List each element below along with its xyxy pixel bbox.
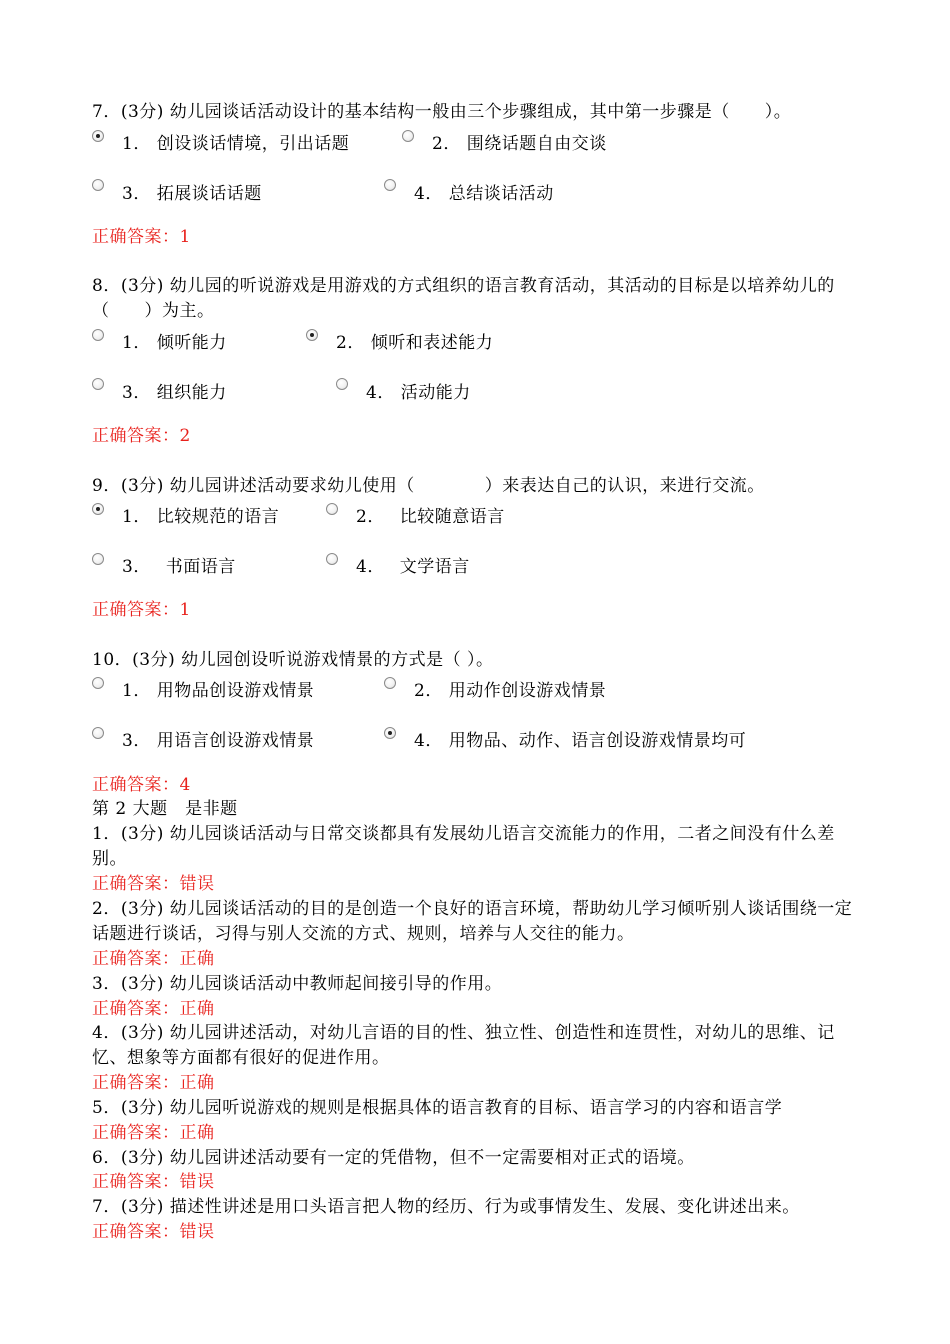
judgment-question-2: 2．(3分) 幼儿园谈话活动的目的是创造一个良好的语言环境，帮助幼儿学习倾听别人谈话围绕一定话题进行谈话，习得与别人交流的方式、规则，培养与人交往的能力。: [92, 899, 853, 944]
radio-q10-option-1[interactable]: [92, 677, 104, 689]
judgment-question-3: 3．(3分) 幼儿园谈话活动中教师起间接引导的作用。: [92, 974, 503, 994]
question-7-text: 7．(3分) 幼儿园谈话活动设计的基本结构一般由三个步骤组成，其中第一步骤是（ ）。: [92, 102, 792, 122]
option-label: 1． 比较规范的语言: [122, 507, 280, 527]
answer-q10: 正确答案：4: [92, 775, 191, 795]
judgment-question-4: 4．(3分) 幼儿园讲述活动，对幼儿言语的目的性、独立性、创造性和连贯性，对幼儿的思维、记忆、想象等方面都有很好的促进作用。: [92, 1023, 835, 1068]
radio-q7-option-3[interactable]: [92, 179, 104, 191]
judgment-answer-6: 正确答案：错误: [92, 1172, 215, 1192]
answer-q9: 正确答案：1: [92, 600, 191, 620]
radio-q9-option-2[interactable]: [326, 503, 338, 515]
judgment-answer-1: 正确答案：错误: [92, 874, 215, 894]
option-label: 4． 活动能力: [366, 383, 471, 403]
radio-q8-option-2[interactable]: [306, 329, 318, 341]
question-8-text: 8．(3分) 幼儿园的听说游戏是用游戏的方式组织的语言教育活动，其活动的目标是以培养幼儿的（ ）为主。: [92, 276, 835, 321]
option-label: 1． 用物品创设游戏情景: [122, 681, 315, 701]
judgment-answer-3: 正确答案：正确: [92, 999, 215, 1019]
option-label: 4． 用物品、动作、语言创设游戏情景均可: [414, 731, 747, 751]
judgment-answer-5: 正确答案：正确: [92, 1123, 215, 1143]
option-label: 4． 总结谈话活动: [414, 184, 554, 204]
judgment-question-7: 7．(3分) 描述性讲述是用口头语言把人物的经历、行为或事情发生、发展、变化讲述出来。: [92, 1197, 800, 1217]
radio-q7-option-4[interactable]: [384, 179, 396, 191]
judgment-question-5: 5．(3分) 幼儿园听说游戏的规则是根据具体的语言教育的目标、语言学习的内容和语言学: [92, 1098, 783, 1118]
radio-q8-option-4[interactable]: [336, 378, 348, 390]
section-title: 第 2 大题 是非题: [92, 799, 238, 819]
question-10-text: 10．(3分) 幼儿园创设听说游戏情景的方式是（ ）。: [92, 650, 494, 670]
judgment-answer-7: 正确答案：错误: [92, 1222, 215, 1242]
option-label: 3． 拓展谈话话题: [122, 184, 262, 204]
answer-q8: 正确答案：2: [92, 426, 191, 446]
option-label: 3． 用语言创设游戏情景: [122, 731, 315, 751]
radio-q9-option-3[interactable]: [92, 553, 104, 565]
answer-q7: 正确答案：1: [92, 227, 191, 247]
option-label: 1． 倾听能力: [122, 333, 227, 353]
judgment-question-1: 1．(3分) 幼儿园谈话活动与日常交谈都具有发展幼儿语言交流能力的作用，二者之间没有什么差别。: [92, 824, 835, 869]
radio-q7-option-2[interactable]: [402, 130, 414, 142]
radio-q10-option-4[interactable]: [384, 727, 396, 739]
radio-q8-option-1[interactable]: [92, 329, 104, 341]
option-label: 2． 倾听和表述能力: [336, 333, 494, 353]
option-label: 3． 书面语言: [122, 557, 236, 577]
judgment-question-6: 6．(3分) 幼儿园讲述活动要有一定的凭借物，但不一定需要相对正式的语境。: [92, 1148, 695, 1168]
question-9-text: 9．(3分) 幼儿园讲述活动要求幼儿使用（ ）来表达自己的认识，来进行交流。: [92, 476, 765, 496]
radio-q7-option-1[interactable]: [92, 130, 104, 142]
option-label: 2． 比较随意语言: [356, 507, 505, 527]
judgment-answer-2: 正确答案：正确: [92, 949, 215, 969]
radio-q10-option-3[interactable]: [92, 727, 104, 739]
radio-q8-option-3[interactable]: [92, 378, 104, 390]
judgment-answer-4: 正确答案：正确: [92, 1073, 215, 1093]
option-label: 3． 组织能力: [122, 383, 227, 403]
radio-q9-option-4[interactable]: [326, 553, 338, 565]
option-label: 2． 围绕话题自由交谈: [432, 134, 607, 154]
radio-q9-option-1[interactable]: [92, 503, 104, 515]
option-label: 4． 文学语言: [356, 557, 470, 577]
radio-q10-option-2[interactable]: [384, 677, 396, 689]
option-label: 2． 用动作创设游戏情景: [414, 681, 607, 701]
option-label: 1． 创设谈话情境，引出话题: [122, 134, 350, 154]
